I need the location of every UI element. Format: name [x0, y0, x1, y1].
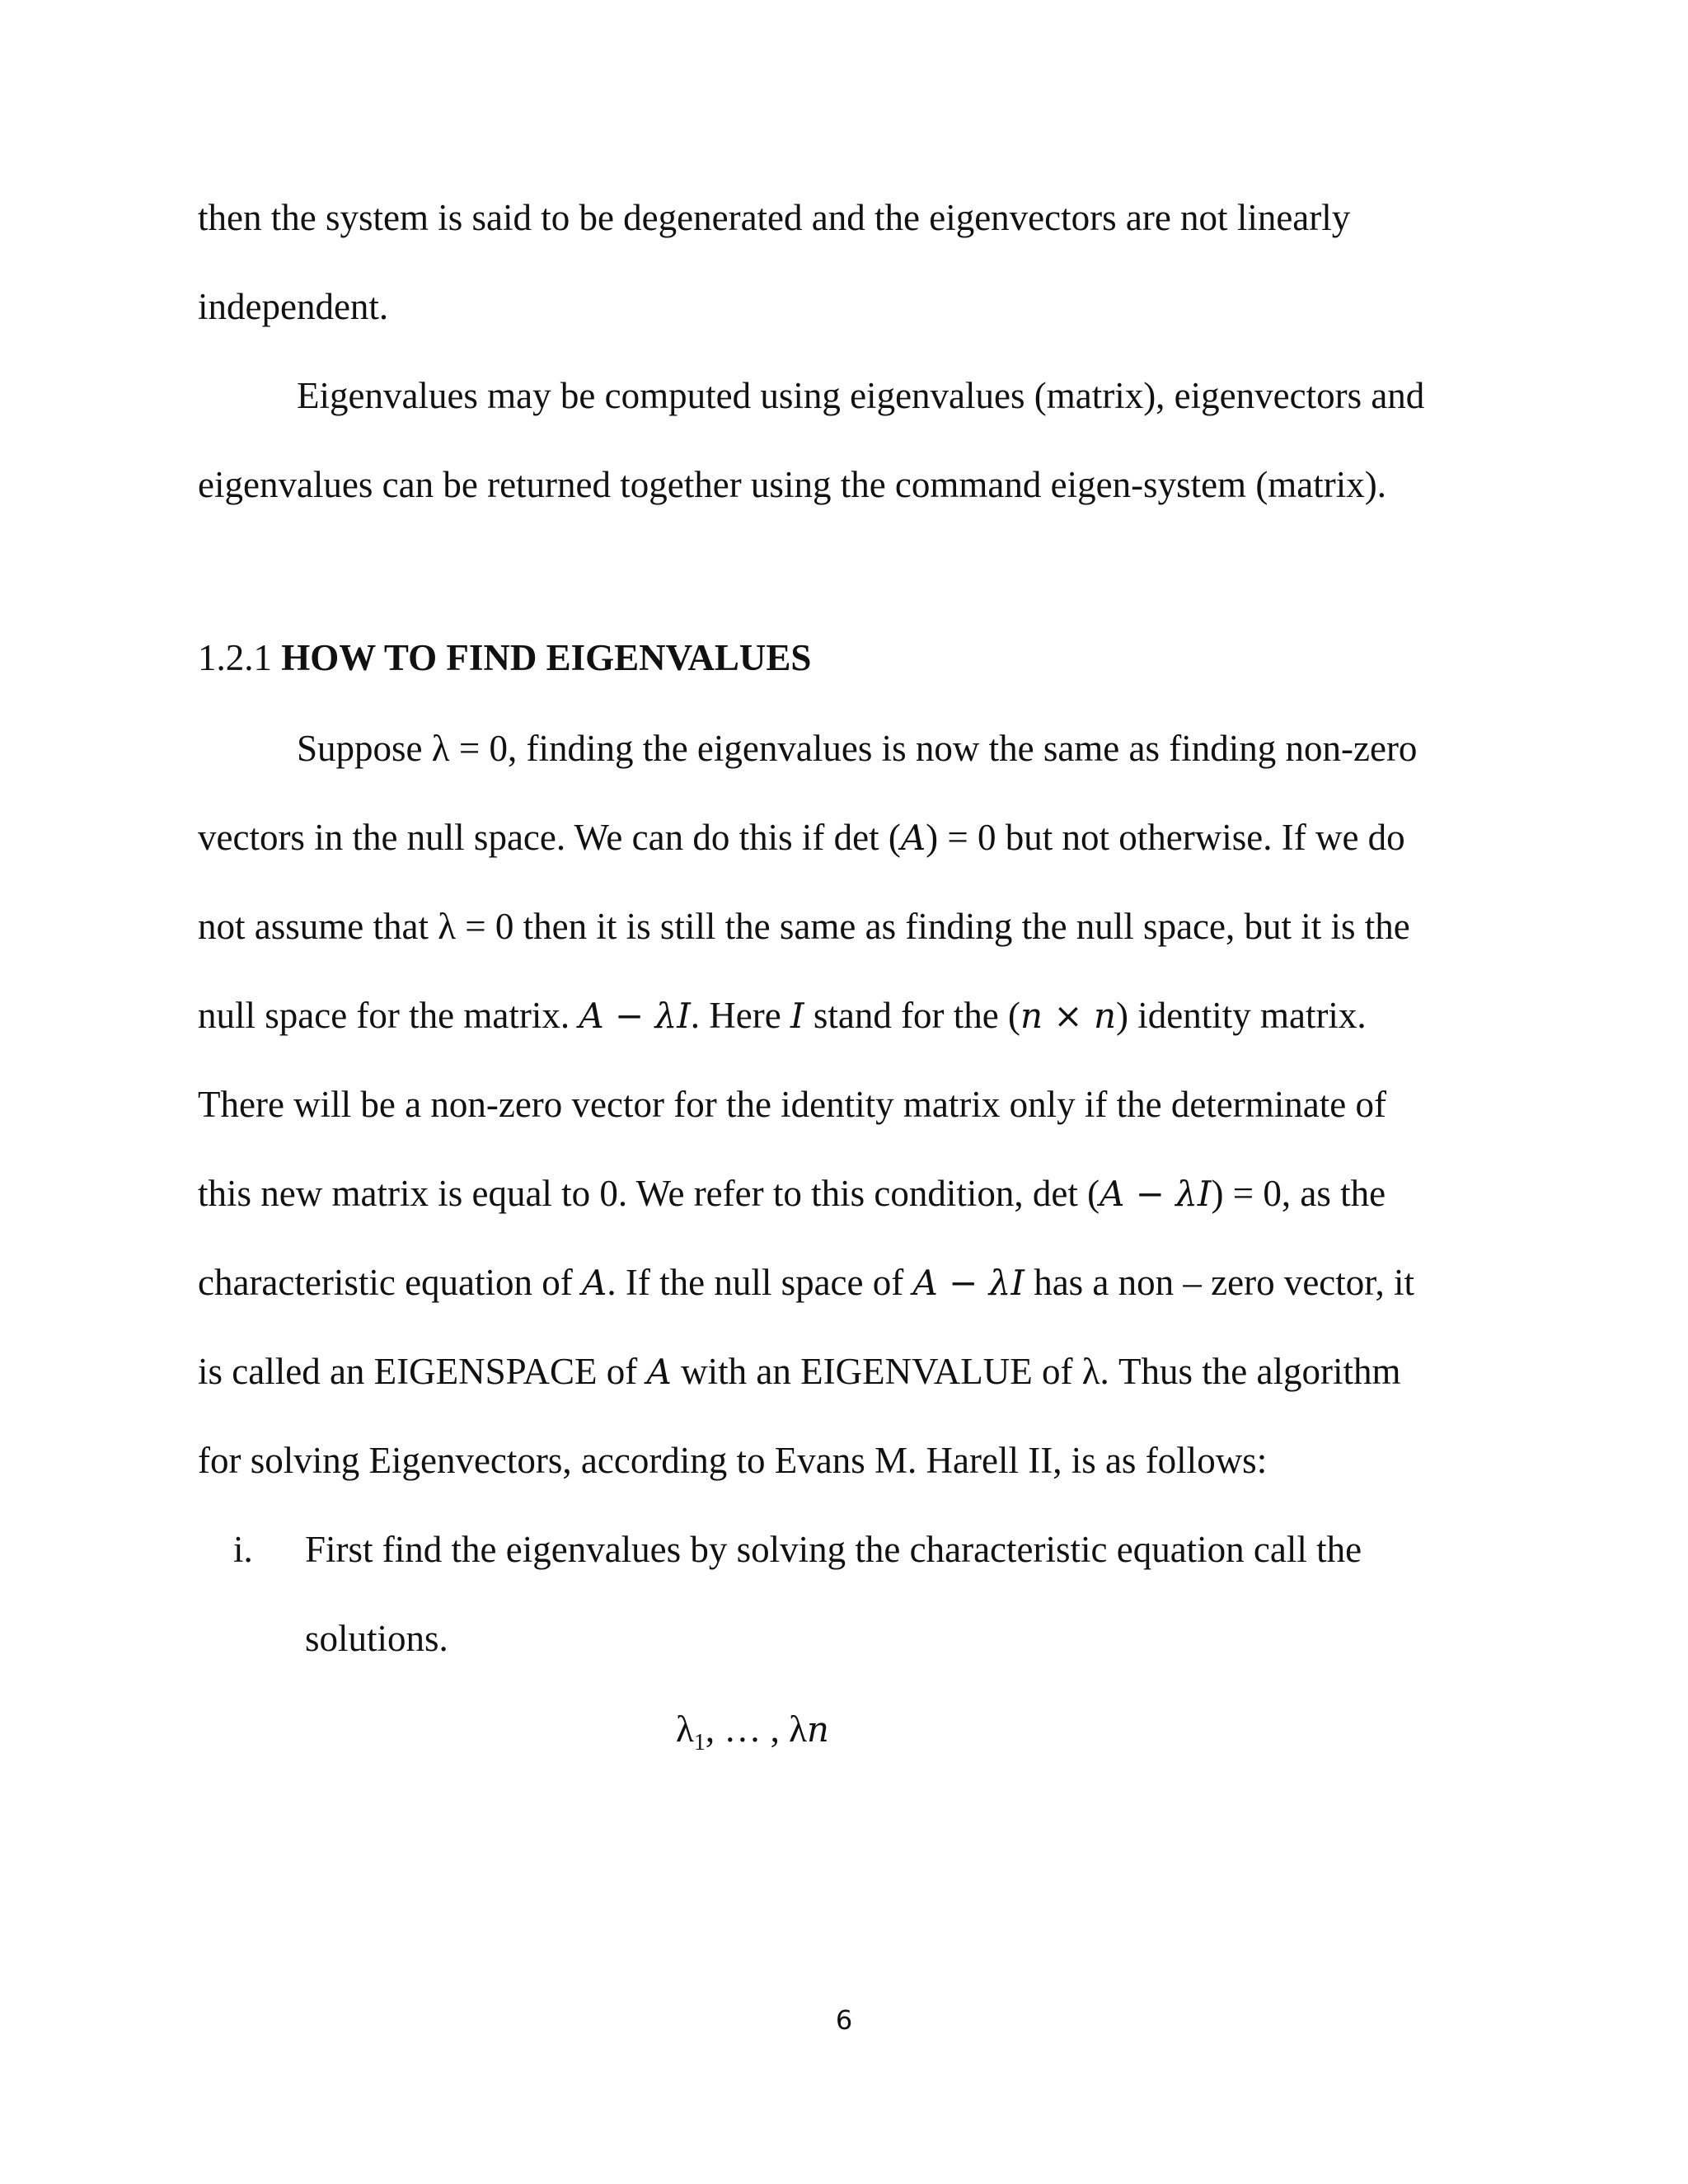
math-expression: A − λI — [1100, 1174, 1212, 1214]
paragraph-line: independent. — [198, 286, 389, 327]
paragraph-line — [198, 1259, 1414, 1306]
paragraph-line — [198, 992, 1367, 1039]
math-variable: A — [646, 1352, 672, 1392]
paragraph-line: not assume that λ = 0 then it is still the same as finding the null space, but it is the — [198, 906, 1410, 947]
text-run: characteristic equation of — [198, 1262, 583, 1303]
text-run: is called an EIGENSPACE of — [198, 1351, 647, 1392]
math-variable: A — [900, 818, 926, 858]
text-run: ) identity matrix. — [1116, 995, 1367, 1036]
text-run: vectors in the null space. We can do this if det ( — [198, 817, 901, 858]
text-run: stand for the ( — [804, 995, 1020, 1036]
paragraph-line: Eigenvalues may be computed using eigenvalues (matrix), eigenvectors and — [297, 375, 1425, 416]
math-variable: I — [790, 996, 804, 1036]
paragraph-line: eigenvalues can be returned together using the command eigen-system (matrix). — [198, 464, 1386, 505]
math-expression: A − λI — [579, 996, 691, 1036]
text-run: ) = 0, as the — [1211, 1173, 1386, 1214]
subscript: 1 — [693, 1730, 706, 1755]
text-run: . If the null space of — [607, 1262, 913, 1303]
list-item-marker: i. — [233, 1529, 253, 1570]
eigenvalue-list-formula — [676, 1706, 829, 1766]
text-run: has a non – zero vector, it — [1024, 1262, 1414, 1303]
paragraph-line — [198, 814, 1405, 861]
paragraph-line — [198, 1348, 1400, 1395]
text-run: , … , λ — [705, 1708, 807, 1750]
section-heading — [198, 635, 811, 681]
paragraph-line: for solving Eigenvectors, according to Evans M. Harell II, is as follows: — [198, 1440, 1268, 1481]
lambda-symbol: λ — [676, 1708, 694, 1750]
paragraph-line — [198, 1170, 1386, 1217]
paragraph-line: then the system is said to be degenerated and the eigenvectors are not linearly — [198, 197, 1351, 238]
text-run: ) = 0 but not otherwise. If we do — [926, 817, 1405, 858]
section-number: 1.2.1 — [198, 637, 272, 678]
page-number: 6 — [835, 2004, 853, 2036]
text-run: this new matrix is equal to 0. We refer to this condition, det ( — [198, 1173, 1100, 1214]
text-run: with an EIGENVALUE of λ. Thus the algorithm — [671, 1351, 1401, 1392]
paragraph-line: Suppose λ = 0, finding the eigenvalues is now the same as finding non-zero — [297, 728, 1418, 769]
math-variable: n — [806, 1709, 829, 1750]
math-expression: A − λI — [912, 1263, 1025, 1303]
section-title: HOW TO FIND EIGENVALUES — [281, 637, 812, 678]
math-expression: n × n — [1020, 996, 1116, 1036]
list-item-text: First find the eigenvalues by solving the characteristic equation call the — [305, 1529, 1362, 1570]
list-item-text: solutions. — [305, 1618, 448, 1659]
text-run: null space for the matrix. — [198, 995, 579, 1036]
paragraph-line: There will be a non-zero vector for the identity matrix only if the determinate of — [198, 1084, 1386, 1125]
text-run: . Here — [690, 995, 790, 1036]
math-variable: A — [582, 1263, 607, 1303]
